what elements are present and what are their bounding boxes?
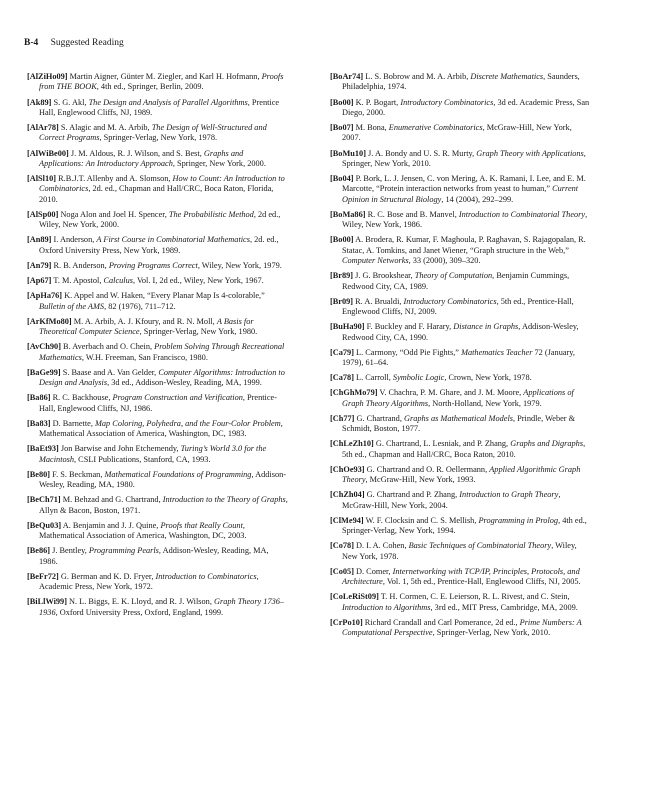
reference-text: A. Brodera, R. Kumar, F. Maghoula, P. Raghavan, S. Rajagopalan, R. Statac, A. Tomkins, and Janet Wiener, “Graph structure in the Web,”	[342, 235, 586, 255]
reference-entry	[27, 261, 289, 271]
reference-entry	[330, 297, 592, 318]
reference-entry	[27, 495, 289, 516]
reference-entry	[330, 388, 592, 409]
reference-entry	[27, 210, 289, 231]
running-head-title: Suggested Reading	[50, 38, 124, 48]
reference-text: , Crown, New York, 1978.	[444, 373, 532, 383]
reference-text: , McGraw-Hill, New York, 2007.	[342, 123, 572, 143]
reference-text: B. Averbach and O. Chein,	[63, 342, 155, 352]
reference-text: S. Alagic and M. A. Arbib,	[60, 123, 152, 132]
reference-key: [CrPo10]	[330, 617, 363, 627]
reference-key: [AlWiBe00]	[27, 148, 69, 158]
reference-text: , 33 (2000), 309–320.	[408, 256, 481, 266]
reference-title: Calculus	[103, 276, 133, 285]
reference-text: F. Buckley and F. Harary,	[366, 322, 454, 332]
reference-title: Computer Networks	[342, 256, 409, 266]
reference-text: R. C. Bose and B. Manvel,	[367, 209, 459, 219]
reference-text: G. Chartrand and O. R. Oellermann,	[366, 464, 490, 474]
reference-key: [BoMu10]	[330, 148, 366, 158]
reference-text: D. I. A. Cohen,	[356, 541, 409, 551]
reference-key: [An79]	[27, 260, 52, 270]
reference-title: Proofs from THE BOOK	[39, 72, 284, 92]
reference-text: L. Carmony, “Odd Pie Fights,”	[356, 347, 462, 357]
reference-text: J. Bentley,	[52, 546, 89, 556]
reference-text: R.B.J.T. Allenby and A. Slomson,	[58, 174, 173, 183]
reference-entry	[330, 618, 592, 639]
reference-entry	[330, 516, 592, 537]
reference-title: Basic Techniques of Combinatorial Theory	[408, 541, 552, 551]
reference-title: Introduction to Combinatorial Theory	[458, 209, 586, 219]
reference-text: , Vol. 1, 5th ed., Prentice-Hall, Englewood Cliffs, NJ, 2005.	[382, 577, 581, 587]
reference-key: [Bo00]	[330, 235, 354, 245]
reference-key: [Co05]	[330, 566, 354, 576]
reference-key: [An89]	[27, 235, 52, 245]
reference-text: , Addison-Wesley, Reading, MA, 1980.	[39, 469, 287, 489]
reference-text: S. G. Akl,	[53, 97, 89, 107]
reference-entry	[330, 149, 592, 170]
reference-text: , Allyn & Bacon, Boston, 1971.	[39, 495, 288, 515]
reference-text: , 2d. ed., Chapman and Hall/CRC, Boca Raton, Florida, 2010.	[39, 184, 274, 204]
reference-title: A First Course in Combinatorial Mathematics	[96, 235, 250, 245]
reference-text: V. Chachra, P. M. Ghare, and J. M. Moore,	[379, 388, 524, 398]
reference-entry	[330, 465, 592, 486]
reference-text: L. Carroll,	[356, 373, 393, 383]
reference-key: [AlZiHo09]	[27, 72, 68, 81]
reference-entry	[27, 235, 289, 256]
reference-title: Enumerative Combinatorics	[388, 123, 483, 132]
reference-key: [ArKfMo80]	[27, 316, 72, 326]
reference-text: , Prentice-Hall, Englewood Cliffs, NJ, 1986.	[39, 393, 277, 413]
reference-text: , Saunders, Philadelphia, 1974.	[342, 72, 580, 92]
reference-entry	[330, 490, 592, 511]
reference-text: , Wiley, New York, 1979.	[197, 260, 282, 270]
reference-title: Introduction to Combinatorics	[155, 571, 257, 581]
reference-title: Mathematical Foundations of Programming	[104, 469, 252, 479]
reference-title: Proofs that Really Count	[160, 520, 243, 530]
reference-key: [Ap67]	[27, 276, 52, 285]
reference-text: , 3rd ed., MIT Press, Cambridge, MA, 2009.	[430, 602, 578, 612]
reference-text: L. S. Bobrow and M. A. Arbib,	[365, 72, 471, 81]
reference-text: G. Chartrand and P. Zhang,	[366, 490, 460, 500]
reference-title: Graphs and Digraphs	[510, 439, 584, 449]
reference-title: Computer Algorithms: Introduction to Design and Analysis	[39, 367, 285, 387]
reference-key: [BoMa86]	[330, 209, 366, 219]
reference-text: S. Baase and A. Van Gelder,	[62, 367, 159, 377]
reference-key: [AlSp00]	[27, 209, 59, 219]
reference-text: , 2d. ed., Oxford University Press, New York, 1989.	[39, 235, 279, 255]
reference-title: Prime Numbers: A Computational Perspective	[342, 617, 582, 638]
reference-text: , 4th ed., Springer-Verlag, New York, 1994.	[342, 515, 587, 536]
reference-title: Distance in Graphs	[453, 322, 519, 332]
reference-entry	[330, 541, 592, 562]
reference-title: A Basis for Theoretical Computer Science	[39, 316, 254, 336]
reference-text: , 5th ed., Prentice-Hall, Englewood Cliffs, NJ, 2009.	[342, 296, 574, 317]
reference-text: , Benjamin Cummings, Redwood City, CA, 1989.	[342, 271, 570, 291]
reference-text: J. M. Aldous, R. J. Wilson, and S. Best,	[70, 148, 204, 158]
reference-entry	[27, 470, 289, 491]
reference-text: M. Behzad and G. Chartrand,	[62, 495, 163, 505]
reference-key: [BaEt93]	[27, 444, 59, 454]
reference-title: Mathematics Teacher	[461, 347, 533, 357]
reference-entry	[330, 123, 592, 144]
reference-title: Problem Solving Through Recreational Mathematics	[39, 342, 285, 362]
reference-text: G. Chartrand, L. Lesniak, and P. Zhang,	[375, 439, 511, 449]
reference-title: The Probabilistic Method	[168, 209, 254, 219]
reference-title: Graphs and Applications: An Introductory Approach	[39, 148, 244, 168]
reference-text: , 2d ed., Wiley, New York, 2000.	[39, 209, 281, 230]
reference-title: Bulletin of the AMS	[39, 301, 105, 311]
reference-text: K. P. Bogart,	[355, 97, 401, 107]
reference-key: [BuHa90]	[330, 322, 365, 332]
reference-text: , Wiley, New York, 1978.	[342, 541, 577, 561]
reference-key: [Ak89]	[27, 97, 52, 107]
reference-key: [BeCh71]	[27, 495, 61, 505]
reference-key: [Be86]	[27, 546, 51, 556]
reference-key: [BaGe99]	[27, 367, 61, 377]
reference-entry	[330, 414, 592, 435]
reference-title: Theory of Computation	[414, 271, 493, 281]
reference-entry	[330, 348, 592, 369]
reference-entry	[330, 373, 592, 383]
reference-text: , McGraw-Hill, New York, 1993.	[365, 475, 476, 485]
reference-text: N. L. Biggs, E. K. Lloyd, and R. J. Wilson,	[69, 597, 214, 607]
reference-title: How to Count: An Introduction to Combinatorics	[39, 174, 285, 194]
reference-entry	[27, 572, 289, 593]
reference-title: The Design of Well-Structured and Correct Programs	[39, 123, 267, 143]
reference-entry	[330, 98, 592, 119]
reference-text: R. A. Brualdi,	[355, 296, 404, 306]
reference-key: [CoLeRiSt09]	[330, 592, 379, 602]
reference-entry	[27, 521, 289, 542]
reference-text: K. Appel and W. Haken, “Every Planar Map Is 4-colorable,”	[64, 291, 265, 301]
reference-entry	[27, 149, 289, 170]
reference-key: [Br89]	[330, 271, 354, 281]
reference-text: , Wiley, New York, 1986.	[342, 209, 588, 230]
reference-text: G. Berman and K. D. Fryer,	[60, 571, 156, 581]
left-reference-column	[27, 72, 289, 623]
reference-key: [Br09]	[330, 296, 354, 306]
page-number: B-4	[24, 38, 39, 48]
reference-text: Martin Aigner, Günter M. Ziegler, and Karl H. Hofmann,	[69, 72, 262, 81]
reference-title: Introduction to the Theory of Graphs	[162, 495, 286, 505]
reference-title: Map Coloring, Polyhedra, and the Four-Color Problem	[95, 418, 281, 428]
reference-title: Symbolic Logic	[392, 373, 445, 383]
reference-key: [ClMe94]	[330, 515, 364, 525]
reference-text: , Mathematical Association of America, Washington, DC, 1983.	[39, 418, 283, 438]
reference-key: [Ch77]	[330, 413, 355, 423]
reference-key: [BiLlWi99]	[27, 597, 67, 607]
reference-text: , Prindle, Weber & Schmidt, Boston, 1977.	[342, 413, 576, 434]
reference-text: , 5th ed., Chapman and Hall/CRC, Boca Raton, 2010.	[342, 439, 586, 459]
reference-text: R. B. Anderson,	[53, 260, 109, 270]
reference-entry	[27, 291, 289, 312]
reference-text: A. Benjamin and J. J. Quine,	[62, 520, 161, 530]
reference-title: Introduction to Algorithms	[342, 602, 431, 612]
reference-title: Graphs as Mathematical Models	[403, 413, 513, 423]
reference-title: Current Opinion in Structural Biology	[342, 184, 579, 204]
reference-title: Programming Pearls	[88, 546, 159, 556]
reference-entry	[27, 174, 289, 205]
reference-title: Programming in Prolog	[478, 515, 559, 525]
reference-text: F. S. Beckman,	[52, 469, 105, 479]
reference-key: [Ba83]	[27, 418, 51, 428]
reference-entry	[27, 393, 289, 414]
reference-entry	[27, 342, 289, 363]
running-header	[24, 38, 124, 48]
reference-text: , 4th ed., Springer, Berlin, 2009.	[96, 82, 204, 92]
reference-text: , 14 (2004), 292–299.	[441, 194, 514, 204]
reference-text: Noga Alon and Joel H. Spencer,	[60, 209, 169, 219]
reference-text: , W.H. Freeman, San Francisco, 1980.	[81, 352, 208, 362]
reference-key: [Ba86]	[27, 393, 51, 403]
reference-text: J. G. Brookshear,	[355, 271, 415, 281]
right-reference-column	[330, 72, 592, 643]
reference-entry	[27, 597, 289, 618]
reference-text: T. H. Cormen, C. E. Leierson, R. L. Rivest, and C. Stein,	[380, 592, 570, 602]
reference-text: , Vol. I, 2d ed., Wiley, New York, 1967.	[132, 276, 264, 285]
reference-text: D. Comer,	[356, 566, 393, 576]
reference-entry	[27, 98, 289, 119]
reference-text: M. A. Arbib, A. J. Kfoury, and R. N. Moll,	[73, 316, 217, 326]
reference-entry	[27, 444, 289, 465]
reference-text: , 3d ed., Addison-Wesley, Reading, MA, 1999.	[107, 378, 262, 387]
reference-title: Proving Programs Correct	[108, 260, 198, 270]
reference-text: , 3d ed. Academic Press, San Diego, 2000.	[342, 97, 590, 117]
reference-text: P. Bork, L. J. Jensen, C. von Mering, A. K. Ramani, I. Lee, and E. M. Marcotte, “Protein interaction networks from yeast to human,”	[342, 174, 586, 194]
reference-text: I. Anderson,	[53, 235, 97, 245]
reference-text: , Springer, New York, 2000.	[172, 158, 266, 168]
reference-text: , North-Holland, New York, 1979.	[428, 398, 542, 408]
reference-key: [Bo07]	[330, 123, 354, 132]
reference-entry	[27, 72, 289, 93]
reference-title: Graph Theory with Applications	[476, 148, 584, 158]
reference-text: , Academic Press, New York, 1972.	[39, 571, 259, 591]
reference-title: Applied Algorithmic Graph Theory	[342, 464, 581, 485]
reference-text: , Springer, New York, 2010.	[342, 148, 586, 168]
reference-entry	[330, 322, 592, 343]
reference-entry	[330, 174, 592, 205]
reference-title: Introductory Combinatorics	[400, 97, 494, 107]
reference-key: [BeFr72]	[27, 571, 59, 581]
reference-key: [Co78]	[330, 541, 354, 551]
reference-entry	[330, 235, 592, 266]
reference-text: , 82 (1976), 711–712.	[104, 301, 176, 311]
reference-title: Graph Theory 1736–1936	[39, 597, 285, 617]
reference-key: [ChOe93]	[330, 464, 365, 474]
reference-title: Turing’s World 3.0 for the Macintosh	[39, 444, 267, 464]
reference-text: M. Bona,	[355, 123, 389, 132]
reference-text: , CSLI Publications, Stanford, CA, 1993.	[74, 454, 211, 464]
reference-entry	[330, 592, 592, 613]
reference-title: Program Construction and Verification	[112, 393, 243, 403]
reference-entry	[27, 317, 289, 338]
reference-entry	[27, 276, 289, 286]
reference-entry	[27, 419, 289, 440]
reference-title: Introductory Combinatorics	[403, 296, 497, 306]
reference-text: , McGraw-Hill, New York, 2004.	[342, 490, 561, 510]
reference-key: [ChLeZh10]	[330, 439, 374, 449]
reference-entry	[330, 271, 592, 292]
reference-text: , Addison-Wesley, Redwood City, CA, 1990.	[342, 322, 579, 342]
reference-text: , Springer-Verlag, New York, 2010.	[432, 628, 551, 638]
reference-entry	[27, 123, 289, 144]
reference-entry	[27, 368, 289, 389]
reference-text: T. M. Apostol,	[53, 276, 104, 285]
reference-title: Applications of Graph Theory Algorithms	[342, 388, 574, 408]
reference-text: , Oxford University Press, Oxford, England, 1999.	[55, 607, 224, 617]
reference-entry	[27, 546, 289, 567]
reference-key: [AlAr78]	[27, 123, 59, 132]
reference-text: W. F. Clocksin and C. S. Mellish,	[365, 515, 479, 525]
reference-title: Introduction to Graph Theory	[459, 490, 559, 500]
reference-text: R. C. Backhouse,	[52, 393, 113, 403]
reference-key: [Ca79]	[330, 347, 354, 357]
reference-text: , Addison-Wesley, Reading, MA, 1986.	[39, 546, 269, 566]
reference-key: [Bo00]	[330, 97, 354, 107]
reference-title: The Design and Analysis of Parallel Algorithms	[88, 97, 248, 107]
reference-text: D. Barnette,	[52, 418, 95, 428]
reference-entry	[330, 72, 592, 93]
reference-key: [Ca78]	[330, 373, 354, 383]
reference-key: [AvCh90]	[27, 342, 61, 352]
reference-text: , Prentice Hall, Englewood Cliffs, NJ, 1989.	[39, 97, 280, 117]
reference-key: [Bo04]	[330, 174, 354, 183]
reference-text: J. A. Bondy and U. S. R. Murty,	[368, 148, 477, 158]
reference-key: [BoAr74]	[330, 72, 364, 81]
reference-key: [AlSl10]	[27, 174, 57, 183]
reference-key: [ApHa76]	[27, 291, 63, 301]
reference-title: Internetworking with TCP/IP, Principles, Protocols, and Architecture	[342, 566, 580, 587]
reference-text: Richard Crandall and Carl Pomerance, 2d ed.,	[364, 617, 520, 627]
reference-text: Jon Barwise and John Etchemendy,	[60, 444, 181, 454]
reference-text: 72 (January, 1979), 61–64.	[342, 347, 575, 368]
reference-key: [ChZh04]	[330, 490, 365, 500]
reference-key: [ChGhMo79]	[330, 388, 378, 398]
reference-key: [BeQu03]	[27, 520, 62, 530]
reference-text: , Mathematical Association of America, Washington, DC, 2003.	[39, 520, 247, 540]
reference-entry	[330, 210, 592, 231]
reference-text: , Springer-Verlag, New York, 1980.	[139, 327, 258, 336]
reference-entry	[330, 439, 592, 460]
reference-text: , Springer-Verlag, New York, 1978.	[99, 133, 218, 143]
reference-text: G. Chartrand,	[356, 413, 404, 423]
reference-entry	[330, 567, 592, 588]
reference-key: [Be80]	[27, 469, 51, 479]
reference-title: Discrete Mathematics	[470, 72, 544, 81]
